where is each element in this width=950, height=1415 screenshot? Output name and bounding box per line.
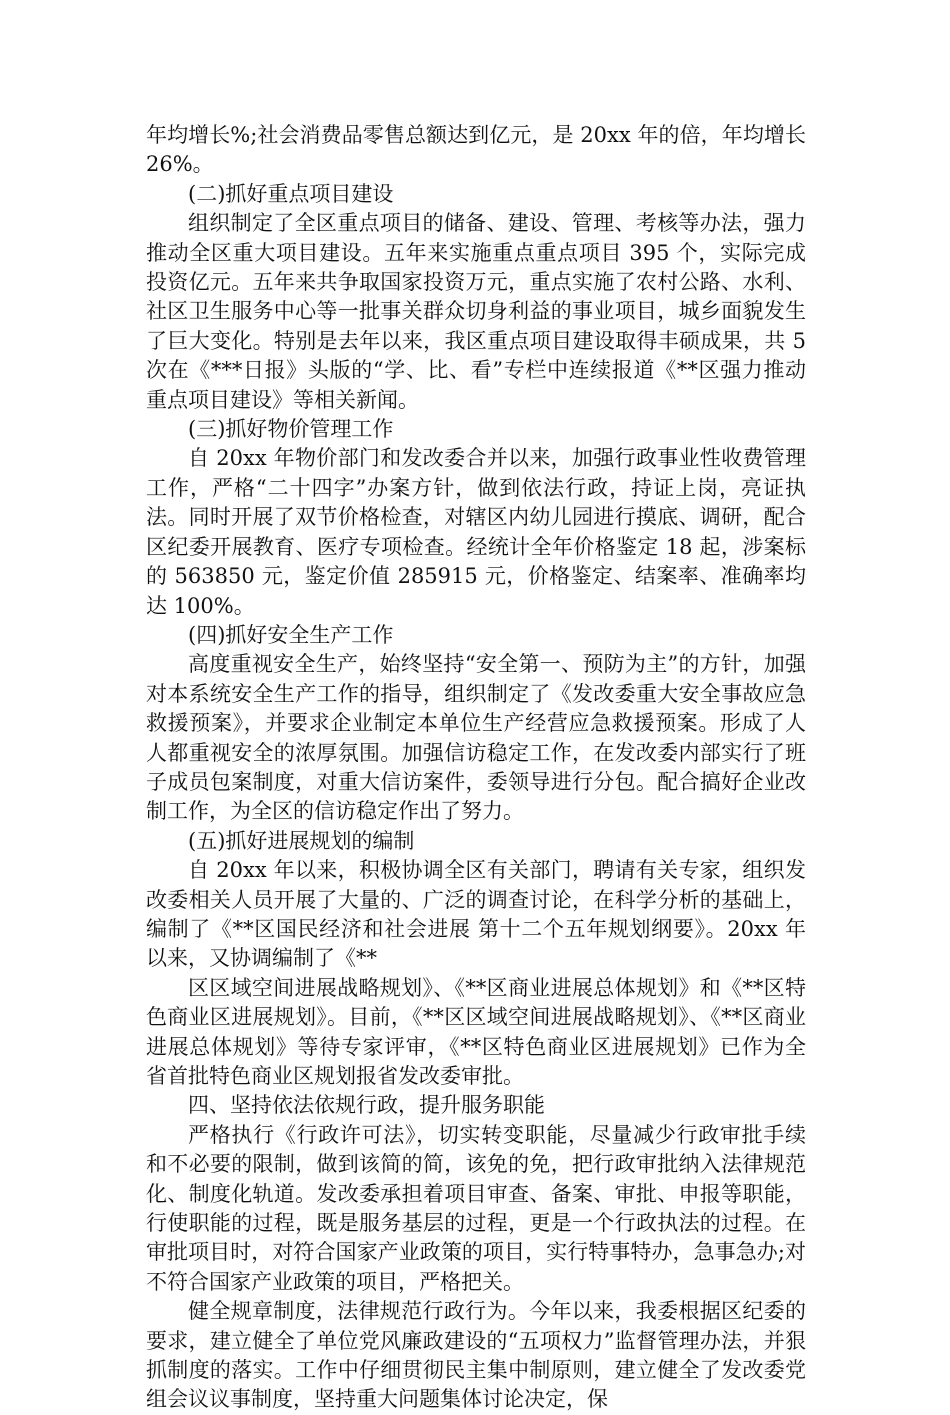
section-heading: (五)抓好进展规划的编制 <box>188 828 415 853</box>
document-body <box>146 121 806 1415</box>
section-heading: 四、坚持依法依规行政，提升服务职能 <box>188 1093 545 1118</box>
paragraph-text: 自 20xx 年物价部门和发改委合并以来，加强行政事业性收费管理工作，严格“二十四字”办案方针，做到依法行政，持证上岗，亮证执法。同时开展了双节价格检查，对辖区内幼儿园进行摸底、调研，配合区纪委开展教育、医疗专项检查。经统计全年价格鉴定 18 起，涉案标的 563850 元，鉴定价值 285915 元，价格鉴定、结案率、准确率均达 100%。 <box>146 446 806 618</box>
paragraph-text: 严格执行《行政许可法》，切实转变职能，尽量减少行政审批手续和不必要的限制，做到该简的简，该免的免，把行政审批纳入法律规范化、制度化轨道。发改委承担着项目审查、备案、审批、申报等职能，行使职能的过程，既是服务基层的过程，更是一个行政执法的过程。在审批项目时，对符合国家产业政策的项目，实行特事特办，急事急办;对不符合国家产业政策的项目，严格把关。 <box>146 1122 806 1294</box>
paragraph-text: 区区域空间进展战略规划》、《**区商业进展总体规划》和《**区特色商业区进展规划》。目前，《**区区域空间进展战略规划》、《**区商业进展总体规划》等待专家评审，《**区特色商业区进展规划》已作为全省首批特色商业区规划报省发改委审批。 <box>146 975 806 1088</box>
paragraph-text: 高度重视安全生产，始终坚持“安全第一、预防为主”的方针，加强对本系统安全生产工作的指导，组织制定了《发改委重大安全事故应急救援预案》，并要求企业制定本单位生产经营应急救援预案。形成了人人都重视安全的浓厚氛围。加强信访稳定工作，在发改委内部实行了班子成员包案制度，对重大信访案件，委领导进行分包。配合搞好企业改制工作，为全区的信访稳定作出了努力。 <box>146 652 806 824</box>
paragraph-text: 年均增长%;社会消费品零售总额达到亿元，是 20xx 年的倍，年均增长 26%。 <box>146 123 806 177</box>
paragraph-text: 健全规章制度，法律规范行政行为。今年以来，我委根据区纪委的要求，建立健全了单位党风廉政建设的“五项权力”监督管理办法，并狠抓制度的落实。工作中仔细贯彻民主集中制原则，建立健全了发改委党组会议议事制度，坚持重大问题集体讨论决定，保 <box>146 1299 806 1412</box>
paragraph-text: 自 20xx 年以来，积极协调全区有关部门，聘请有关专家，组织发改委相关人员开展了大量的、广泛的调查讨论，在科学分析的基础上，编制了《**区国民经济和社会进展 第十二个五年规划纲要》。20xx 年以来，又协调编制了《** <box>146 858 806 971</box>
section-heading: (三)抓好物价管理工作 <box>188 417 394 442</box>
section-heading: (四)抓好安全生产工作 <box>188 622 394 647</box>
section-heading: (二)抓好重点项目建设 <box>188 181 394 206</box>
paragraph-text: 组织制定了全区重点项目的储备、建设、管理、考核等办法，强力推动全区重大项目建设。五年来实施重点重点项目 395 个，实际完成投资亿元。五年来共争取国家投资万元，重点实施了农村公路、水利、社区卫生服务中心等一批事关群众切身利益的事业项目，城乡面貌发生了巨大变化。特别是去年以来，我区重点项目建设取得丰硕成果，共 5 次在《***日报》头版的“学、比、看”专栏中连续报道《**区强力推动重点项目建设》等相关新闻。 <box>146 211 806 412</box>
